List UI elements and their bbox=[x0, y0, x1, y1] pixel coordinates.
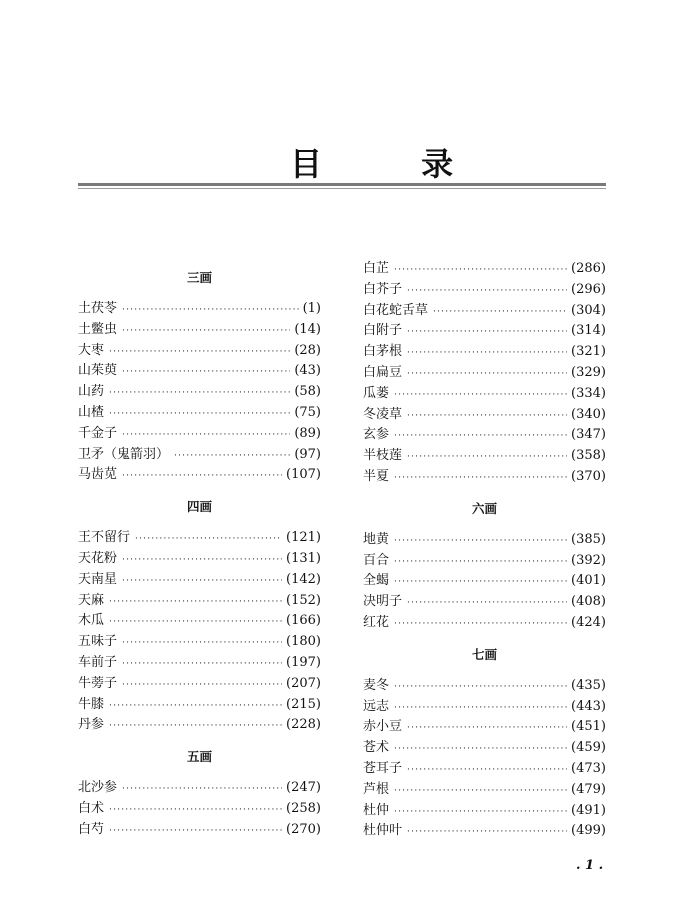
dot-leader bbox=[394, 552, 567, 573]
dot-leader bbox=[407, 343, 567, 364]
dot-leader bbox=[122, 633, 282, 654]
dot-leader bbox=[174, 446, 290, 467]
dot-leader bbox=[394, 802, 567, 823]
toc-entry[interactable] bbox=[78, 424, 321, 445]
entry-name: 土鳖虫 bbox=[78, 321, 118, 337]
dot-leader bbox=[394, 260, 567, 281]
entry-page-number: (443) bbox=[571, 698, 606, 714]
dot-leader bbox=[122, 321, 290, 342]
toc-entry[interactable] bbox=[363, 384, 606, 405]
entry-name: 半夏 bbox=[363, 468, 390, 484]
entry-name: 玄参 bbox=[363, 427, 390, 443]
toc-entry[interactable] bbox=[363, 551, 606, 572]
section-heading: 六画 bbox=[471, 500, 497, 516]
section-heading: 七画 bbox=[471, 646, 497, 662]
toc-entry[interactable] bbox=[363, 759, 606, 780]
dot-leader bbox=[407, 281, 567, 302]
entry-name: 全蝎 bbox=[363, 573, 390, 589]
toc-entry[interactable] bbox=[78, 465, 321, 486]
entry-name: 五味子 bbox=[78, 634, 118, 650]
dot-leader bbox=[109, 404, 290, 425]
toc-right-column bbox=[363, 259, 606, 842]
toc-entry[interactable] bbox=[78, 611, 321, 632]
dot-leader bbox=[407, 718, 567, 739]
entry-name: 赤小豆 bbox=[363, 719, 403, 735]
entry-name: 远志 bbox=[363, 698, 390, 714]
entry-page-number: (408) bbox=[571, 594, 606, 610]
dot-leader bbox=[407, 364, 567, 385]
toc-entry[interactable] bbox=[78, 341, 321, 362]
toc-entry[interactable] bbox=[363, 446, 606, 467]
entry-page-number: (385) bbox=[571, 531, 606, 547]
toc-entry[interactable] bbox=[363, 425, 606, 446]
entry-page-number: (14) bbox=[294, 321, 321, 337]
entry-page-number: (435) bbox=[571, 677, 606, 693]
entry-page-number: (28) bbox=[294, 342, 321, 358]
entry-page-number: (142) bbox=[286, 571, 321, 587]
dot-leader bbox=[109, 383, 290, 404]
dot-leader bbox=[109, 821, 282, 842]
toc-entry[interactable] bbox=[363, 592, 606, 613]
toc-entry[interactable] bbox=[78, 799, 321, 820]
entry-page-number: (358) bbox=[571, 448, 606, 464]
dot-leader bbox=[122, 300, 299, 321]
toc-entry[interactable] bbox=[78, 445, 321, 466]
dot-leader bbox=[122, 425, 290, 446]
dot-leader bbox=[109, 592, 282, 613]
toc-entry[interactable] bbox=[78, 403, 321, 424]
entry-page-number: (166) bbox=[286, 613, 321, 629]
entry-name: 山楂 bbox=[78, 404, 105, 420]
section-heading: 五画 bbox=[186, 749, 212, 765]
entry-name: 杜仲叶 bbox=[363, 823, 403, 839]
toc-entry[interactable] bbox=[363, 676, 606, 697]
dot-leader bbox=[407, 447, 567, 468]
dot-leader bbox=[122, 779, 282, 800]
toc-entry[interactable] bbox=[363, 342, 606, 363]
entry-name: 山茱萸 bbox=[78, 363, 118, 379]
dot-leader bbox=[109, 342, 290, 363]
entry-name: 冬凌草 bbox=[363, 406, 403, 422]
toc-left-column bbox=[78, 268, 321, 841]
entry-page-number: (304) bbox=[571, 302, 606, 318]
toc-entry[interactable] bbox=[363, 738, 606, 759]
entry-page-number: (347) bbox=[571, 427, 606, 443]
page-number: . 1 . bbox=[576, 858, 604, 873]
entry-page-number: (329) bbox=[571, 364, 606, 380]
entry-page-number: (121) bbox=[286, 530, 321, 546]
toc-entry[interactable] bbox=[363, 780, 606, 801]
entry-page-number: (197) bbox=[286, 654, 321, 670]
toc-entry[interactable] bbox=[78, 320, 321, 341]
dot-leader bbox=[407, 760, 567, 781]
entry-page-number: (451) bbox=[571, 719, 606, 735]
dot-leader bbox=[394, 572, 567, 593]
toc-entry[interactable] bbox=[78, 549, 321, 570]
entry-name: 地黄 bbox=[363, 531, 390, 547]
toc-entry[interactable] bbox=[78, 674, 321, 695]
toc-entry[interactable] bbox=[363, 363, 606, 384]
entry-page-number: (89) bbox=[294, 425, 321, 441]
toc-entry[interactable] bbox=[363, 405, 606, 426]
entry-page-number: (270) bbox=[286, 821, 321, 837]
toc-entry[interactable] bbox=[363, 717, 606, 738]
section-heading: 四画 bbox=[186, 499, 212, 515]
entry-page-number: (286) bbox=[571, 261, 606, 276]
dot-leader bbox=[394, 677, 567, 698]
dot-leader bbox=[407, 822, 567, 843]
title-rule-thick bbox=[78, 183, 606, 186]
entry-name: 麦冬 bbox=[363, 677, 390, 693]
entry-page-number: (1) bbox=[302, 301, 321, 316]
entry-page-number: (247) bbox=[286, 780, 321, 796]
toc-entry[interactable] bbox=[78, 653, 321, 674]
toc-entry[interactable] bbox=[78, 361, 321, 382]
entry-page-number: (228) bbox=[286, 717, 321, 733]
entry-name: 天南星 bbox=[78, 571, 118, 587]
dot-leader bbox=[394, 781, 567, 802]
toc-entry[interactable] bbox=[363, 467, 606, 488]
toc-entry[interactable] bbox=[78, 570, 321, 591]
entry-page-number: (459) bbox=[571, 740, 606, 756]
dot-leader bbox=[122, 571, 282, 592]
entry-page-number: (75) bbox=[294, 404, 321, 420]
toc-entry[interactable] bbox=[78, 299, 321, 320]
dot-leader bbox=[135, 529, 282, 550]
dot-leader bbox=[109, 696, 282, 717]
dot-leader bbox=[407, 322, 567, 343]
toc-entry[interactable] bbox=[363, 530, 606, 551]
toc-entry[interactable] bbox=[363, 321, 606, 342]
toc-entry[interactable] bbox=[78, 591, 321, 612]
entry-page-number: (296) bbox=[571, 281, 606, 297]
entry-name: 丹参 bbox=[78, 717, 105, 733]
entry-page-number: (131) bbox=[286, 550, 321, 566]
entry-name: 白芥子 bbox=[363, 281, 403, 297]
entry-name: 天花粉 bbox=[78, 550, 118, 566]
entry-name: 白扁豆 bbox=[363, 364, 403, 380]
dot-leader bbox=[122, 466, 282, 487]
entry-page-number: (340) bbox=[571, 406, 606, 422]
entry-name: 天麻 bbox=[78, 592, 105, 608]
entry-page-number: (479) bbox=[571, 781, 606, 797]
entry-name: 苍术 bbox=[363, 740, 390, 756]
toc-entry[interactable] bbox=[363, 821, 606, 842]
entry-name: 白芍 bbox=[78, 821, 105, 837]
title-rule-thin bbox=[78, 188, 606, 189]
dot-leader bbox=[394, 614, 567, 635]
entry-name: 决明子 bbox=[363, 594, 403, 610]
dot-leader bbox=[122, 550, 282, 571]
toc-entry[interactable] bbox=[363, 613, 606, 634]
entry-name: 白茅根 bbox=[363, 344, 403, 360]
dot-leader bbox=[394, 531, 567, 552]
dot-leader bbox=[122, 654, 282, 675]
toc-entry[interactable] bbox=[78, 695, 321, 716]
entry-page-number: (215) bbox=[286, 696, 321, 712]
entry-name: 牛蒡子 bbox=[78, 675, 118, 691]
entry-name: 木瓜 bbox=[78, 613, 105, 629]
entry-page-number: (207) bbox=[286, 675, 321, 691]
entry-page-number: (43) bbox=[294, 363, 321, 379]
entry-name: 苍耳子 bbox=[363, 760, 403, 776]
section-heading: 三画 bbox=[186, 270, 212, 285]
entry-page-number: (473) bbox=[571, 760, 606, 776]
toc-entry[interactable] bbox=[78, 528, 321, 549]
dot-leader bbox=[109, 612, 282, 633]
dot-leader bbox=[394, 698, 567, 719]
dot-leader bbox=[394, 385, 567, 406]
entry-page-number: (258) bbox=[286, 800, 321, 816]
entry-page-number: (107) bbox=[286, 467, 321, 483]
entry-name: 大枣 bbox=[78, 342, 105, 358]
dot-leader bbox=[407, 593, 567, 614]
toc-entry[interactable] bbox=[78, 382, 321, 403]
entry-name: 白附子 bbox=[363, 323, 403, 339]
entry-name: 王不留行 bbox=[78, 530, 131, 546]
entry-name: 卫矛（鬼箭羽） bbox=[78, 446, 170, 462]
entry-page-number: (97) bbox=[294, 446, 321, 462]
entry-page-number: (392) bbox=[571, 552, 606, 568]
page-title: 目 录 bbox=[290, 145, 498, 183]
entry-name: 千金子 bbox=[78, 425, 118, 441]
entry-page-number: (499) bbox=[571, 823, 606, 839]
toc-entry[interactable] bbox=[363, 697, 606, 718]
entry-name: 土茯苓 bbox=[78, 301, 118, 316]
dot-leader bbox=[109, 800, 282, 821]
dot-leader bbox=[122, 675, 282, 696]
entry-name: 白术 bbox=[78, 800, 105, 816]
entry-name: 芦根 bbox=[363, 781, 390, 797]
dot-leader bbox=[394, 426, 567, 447]
toc-entry[interactable] bbox=[363, 280, 606, 301]
entry-name: 马齿苋 bbox=[78, 467, 118, 483]
entry-page-number: (321) bbox=[571, 344, 606, 360]
toc-entry[interactable] bbox=[78, 715, 321, 736]
entry-page-number: (58) bbox=[294, 384, 321, 400]
toc-entry[interactable] bbox=[78, 820, 321, 841]
dot-leader bbox=[109, 716, 282, 737]
entry-page-number: (370) bbox=[571, 468, 606, 484]
toc-entry[interactable] bbox=[363, 571, 606, 592]
toc-entry[interactable] bbox=[363, 259, 606, 280]
entry-name: 山药 bbox=[78, 384, 105, 400]
entry-name: 北沙参 bbox=[78, 780, 118, 796]
entry-page-number: (152) bbox=[286, 592, 321, 608]
entry-page-number: (334) bbox=[571, 385, 606, 401]
toc-entry[interactable] bbox=[363, 301, 606, 322]
toc-entry[interactable] bbox=[78, 778, 321, 799]
entry-name: 百合 bbox=[363, 552, 390, 568]
entry-name: 瓜蒌 bbox=[363, 385, 390, 401]
dot-leader bbox=[394, 468, 567, 489]
entry-name: 白花蛇舌草 bbox=[363, 302, 429, 318]
dot-leader bbox=[407, 406, 567, 427]
toc-entry[interactable] bbox=[78, 632, 321, 653]
dot-leader bbox=[394, 739, 567, 760]
dot-leader bbox=[122, 362, 290, 383]
entry-name: 半枝莲 bbox=[363, 448, 403, 464]
entry-name: 牛膝 bbox=[78, 696, 105, 712]
entry-page-number: (180) bbox=[286, 634, 321, 650]
entry-page-number: (401) bbox=[571, 573, 606, 589]
entry-page-number: (491) bbox=[571, 802, 606, 818]
entry-page-number: (314) bbox=[571, 323, 606, 339]
dot-leader bbox=[433, 302, 567, 323]
entry-name: 白芷 bbox=[363, 261, 390, 276]
entry-name: 车前子 bbox=[78, 654, 118, 670]
entry-name: 杜仲 bbox=[363, 802, 390, 818]
toc-entry[interactable] bbox=[363, 801, 606, 822]
entry-page-number: (424) bbox=[571, 614, 606, 630]
entry-name: 红花 bbox=[363, 614, 390, 630]
